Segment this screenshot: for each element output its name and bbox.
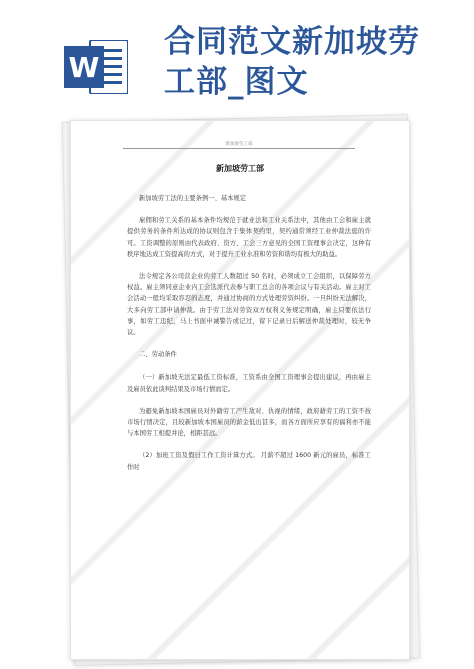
word-logo-letter: W xyxy=(68,51,100,84)
document-body xyxy=(127,193,371,477)
page-title xyxy=(164,22,464,102)
paragraph-overtime: （2）加班工资及假日工作工资计算方式。 月薪不超过 1600 新元的雇员，标准工作时 xyxy=(127,452,371,471)
paragraph-minimum-wage: （一）新加坡无法定最低工资标准，工资系由全国工资理事会提出建议，再由雇主及雇员依此谈判结果及市场行情而定。 xyxy=(127,374,371,393)
page-title-line-2: 工部_图文 xyxy=(164,64,309,100)
document-page xyxy=(70,120,410,660)
section-heading-labor-conditions: 二、劳动条件 xyxy=(139,351,177,359)
paragraph-employment: 雇佣和劳工关系的基本条件均规范于就业法和工业关系法中，其他由工会和雇主就提供劳务的条件所达成的协议则包含于集体契约里，契约通常须经工业仲裁法庭的许可。工资调整的原则由代表政府、资方、工会三方意见的全国工资理事会决定，这种有秩序地达成工资提高的方式，对于提升工业水准和劳资和谐均有极大的助益。 xyxy=(127,217,371,258)
paragraph-union: 法令规定各公司营企业的劳工人数超过 50 名时，必须成立工会组织，以保障劳方权益。雇主须同意企业内工会选派代表参与职工总会的各项会议与有关活动。雇主对工会活动一般均采取容忍的态度，并通过协商的方式处理劳资纠纷。一旦纠纷无法解决，大多向劳工部申请仲裁。由于劳工法对劳资双方权利义务规定明确，雇主只要依法行事，如劳工违纪，马上书面申诫警告或记过，留下记录日后解送仲裁处理时，较无争议。 xyxy=(127,273,371,337)
banner xyxy=(0,0,474,112)
page-title-line-1: 合同范文新加坡劳 xyxy=(164,24,420,60)
word-document-icon xyxy=(64,40,128,94)
document-title: 新加坡劳工部 xyxy=(216,164,264,173)
document-preview xyxy=(58,112,420,662)
paragraph-intro: 新加坡劳工法的主要条例一、基本规定 xyxy=(139,195,247,202)
paragraph-foreign-workers: 为避免新加坡本国雇员对外籍劳工产生敌对、仇视的情绪，政府藉劳工的工资不按市场行情决定，且较新加坡本国雇员的薪金低出甚多，而各方面所应享有的福利亦不能与本国劳工相提并论，相距甚远。 xyxy=(127,407,371,438)
running-header: 新加坡劳工部 xyxy=(123,141,355,149)
